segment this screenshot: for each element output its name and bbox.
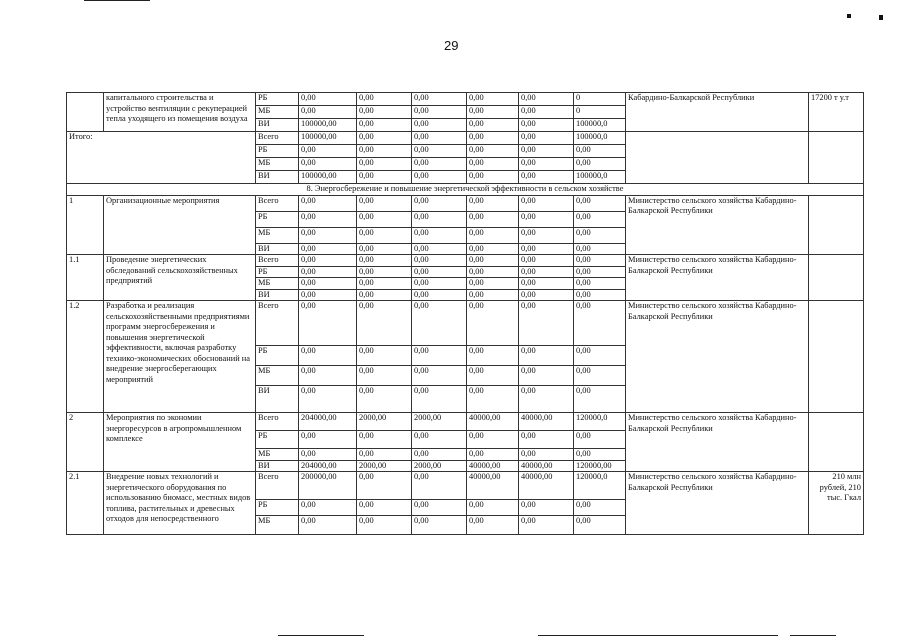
amount-cell: 0,00 — [357, 266, 412, 278]
executor: Министерство сельского хозяйства Кабардино-Балкарской Республики — [626, 195, 809, 255]
amount-cell: 0,00 — [574, 500, 626, 516]
program-table — [66, 92, 864, 535]
amount-cell: 40000,00 — [467, 413, 519, 431]
scan-mark — [879, 15, 883, 20]
funding-source: РБ — [256, 346, 299, 366]
funding-source: МБ — [256, 366, 299, 386]
amount-cell: 204000,00 — [299, 460, 357, 472]
amount-cell: 0,00 — [357, 195, 412, 211]
executor: Министерство сельского хозяйства Кабардино-Балкарской Республики — [626, 255, 809, 301]
amount-cell: 100000,00 — [299, 132, 357, 145]
amount-cell: 0,00 — [519, 255, 574, 267]
amount-cell: 0,00 — [357, 106, 412, 119]
amount-cell: 0,00 — [467, 106, 519, 119]
amount-cell: 0,00 — [412, 119, 467, 132]
amount-cell: 0,00 — [519, 227, 574, 243]
amount-cell: 200000,00 — [299, 472, 357, 500]
executor: Министерство сельского хозяйства Кабардино-Балкарской Республики — [626, 301, 809, 413]
amount-cell: 0,00 — [519, 449, 574, 461]
amount-cell: 0,00 — [519, 93, 574, 106]
amount-cell: 0,00 — [519, 289, 574, 301]
amount-cell: 0,00 — [357, 449, 412, 461]
amount-cell: 0,00 — [357, 145, 412, 158]
amount-cell: 0,00 — [467, 449, 519, 461]
amount-cell: 0,00 — [412, 255, 467, 267]
amount-cell: 2000,00 — [357, 460, 412, 472]
funding-source: ВИ — [256, 289, 299, 301]
funding-source: МБ — [256, 106, 299, 119]
amount-cell: 0,00 — [519, 366, 574, 386]
amount-cell: 0 — [574, 106, 626, 119]
amount-cell: 0,00 — [299, 93, 357, 106]
funding-source: МБ — [256, 158, 299, 171]
effect — [809, 413, 864, 472]
amount-cell: 0,00 — [412, 106, 467, 119]
effect — [809, 195, 864, 255]
amount-cell: 0,00 — [299, 346, 357, 366]
amount-cell: 0,00 — [519, 266, 574, 278]
amount-cell: 0,00 — [412, 158, 467, 171]
amount-cell: 0,00 — [412, 449, 467, 461]
funding-source: ВИ — [256, 243, 299, 255]
amount-cell: 0,00 — [299, 158, 357, 171]
amount-cell: 100000,00 — [299, 171, 357, 184]
amount-cell: 0,00 — [299, 211, 357, 227]
amount-cell: 0,00 — [357, 243, 412, 255]
amount-cell: 0,00 — [574, 145, 626, 158]
amount-cell: 0,00 — [412, 266, 467, 278]
amount-cell: 0,00 — [412, 289, 467, 301]
amount-cell: 0,00 — [519, 301, 574, 346]
amount-cell: 0,00 — [574, 158, 626, 171]
amount-cell: 0,00 — [357, 386, 412, 413]
amount-cell: 100000,0 — [574, 119, 626, 132]
amount-cell: 0,00 — [299, 386, 357, 413]
amount-cell: 0,00 — [467, 431, 519, 449]
funding-source: РБ — [256, 500, 299, 516]
amount-cell: 0,00 — [574, 386, 626, 413]
amount-cell: 0,00 — [357, 301, 412, 346]
funding-source: МБ — [256, 278, 299, 290]
amount-cell: 0,00 — [467, 158, 519, 171]
funding-source: МБ — [256, 516, 299, 535]
amount-cell: 0,00 — [519, 278, 574, 290]
funding-source: ВИ — [256, 119, 299, 132]
amount-cell: 0,00 — [519, 158, 574, 171]
funding-source: Всего — [256, 255, 299, 267]
amount-cell: 0,00 — [299, 243, 357, 255]
funding-source: ВИ — [256, 460, 299, 472]
amount-cell: 0,00 — [467, 516, 519, 535]
footer-line — [538, 635, 778, 636]
amount-cell: 0,00 — [299, 500, 357, 516]
amount-cell: 0,00 — [519, 243, 574, 255]
amount-cell: 0,00 — [357, 93, 412, 106]
amount-cell: 0,00 — [357, 472, 412, 500]
table-body — [67, 93, 864, 535]
amount-cell: 0,00 — [357, 119, 412, 132]
item-name: капитального строительства и устройство вентиляции с рекуперацией тепла уходящего из помещения воздуха — [104, 93, 256, 132]
amount-cell: 0,00 — [357, 366, 412, 386]
amount-cell: 204000,00 — [299, 413, 357, 431]
scan-mark — [847, 14, 851, 18]
table-row — [67, 255, 864, 267]
amount-cell: 0,00 — [467, 289, 519, 301]
table-row — [67, 132, 864, 145]
amount-cell: 0,00 — [299, 195, 357, 211]
amount-cell: 0,00 — [467, 145, 519, 158]
table-row — [67, 301, 864, 346]
amount-cell: 0,00 — [299, 145, 357, 158]
amount-cell: 40000,00 — [467, 460, 519, 472]
amount-cell: 40000,00 — [519, 413, 574, 431]
amount-cell: 0,00 — [574, 243, 626, 255]
amount-cell: 0,00 — [467, 132, 519, 145]
amount-cell: 0,00 — [574, 301, 626, 346]
amount-cell: 0,00 — [412, 211, 467, 227]
funding-source: Всего — [256, 132, 299, 145]
executor: Министерство сельского хозяйства Кабардино-Балкарской Республики — [626, 413, 809, 472]
table-row — [67, 195, 864, 211]
section-heading-row — [67, 184, 864, 196]
item-number — [67, 93, 104, 132]
amount-cell: 120000,00 — [574, 460, 626, 472]
amount-cell: 0,00 — [574, 211, 626, 227]
amount-cell: 0,00 — [519, 211, 574, 227]
funding-source: Всего — [256, 195, 299, 211]
amount-cell: 0,00 — [467, 227, 519, 243]
amount-cell: 0,00 — [467, 346, 519, 366]
amount-cell: 0,00 — [467, 500, 519, 516]
amount-cell: 0,00 — [519, 132, 574, 145]
funding-source: Всего — [256, 472, 299, 500]
amount-cell: 0,00 — [412, 516, 467, 535]
amount-cell: 0,00 — [299, 301, 357, 346]
amount-cell: 0,00 — [412, 386, 467, 413]
amount-cell: 0,00 — [574, 289, 626, 301]
effect — [809, 301, 864, 413]
funding-source: Всего — [256, 413, 299, 431]
amount-cell: 0,00 — [412, 278, 467, 290]
amount-cell: 0,00 — [519, 171, 574, 184]
amount-cell: 0,00 — [574, 266, 626, 278]
table-row — [67, 93, 864, 106]
amount-cell: 0,00 — [299, 516, 357, 535]
funding-source: РБ — [256, 93, 299, 106]
effect — [809, 255, 864, 301]
amount-cell: 0,00 — [357, 431, 412, 449]
amount-cell: 0,00 — [412, 132, 467, 145]
funding-source: ВИ — [256, 171, 299, 184]
amount-cell: 0,00 — [574, 255, 626, 267]
amount-cell: 0,00 — [574, 366, 626, 386]
amount-cell: 0,00 — [574, 346, 626, 366]
item-name: Организационные мероприятия — [104, 195, 256, 255]
funding-source: РБ — [256, 266, 299, 278]
amount-cell: 2000,00 — [357, 413, 412, 431]
amount-cell: 0,00 — [467, 93, 519, 106]
amount-cell: 0,00 — [519, 195, 574, 211]
amount-cell: 2000,00 — [412, 413, 467, 431]
amount-cell: 0,00 — [412, 346, 467, 366]
funding-source: ВИ — [256, 386, 299, 413]
executor: Министерство сельского хозяйства Кабардино-Балкарской Республики — [626, 472, 809, 535]
funding-source: РБ — [256, 145, 299, 158]
item-number: 1.2 — [67, 301, 104, 413]
amount-cell: 0,00 — [412, 366, 467, 386]
item-number: 1 — [67, 195, 104, 255]
item-name: Разработка и реализация сельскохозяйственными предприятиями программ энергосбережения и повышения энергетической эффективности, включая разработку технико-экономических обоснований на внедрение энергосберегающих мероприятий — [104, 301, 256, 413]
amount-cell: 0,00 — [299, 449, 357, 461]
amount-cell: 0,00 — [412, 243, 467, 255]
amount-cell: 0,00 — [467, 386, 519, 413]
effect: 17200 т у.т — [809, 93, 864, 132]
amount-cell: 0,00 — [299, 255, 357, 267]
amount-cell: 0,00 — [467, 255, 519, 267]
amount-cell: 0,00 — [357, 278, 412, 290]
amount-cell: 0,00 — [412, 227, 467, 243]
amount-cell: 0,00 — [519, 431, 574, 449]
amount-cell: 40000,00 — [519, 472, 574, 500]
amount-cell: 0,00 — [357, 255, 412, 267]
amount-cell: 0,00 — [412, 431, 467, 449]
amount-cell: 0,00 — [412, 145, 467, 158]
amount-cell: 0,00 — [574, 431, 626, 449]
amount-cell: 0,00 — [357, 346, 412, 366]
amount-cell: 0,00 — [412, 301, 467, 346]
amount-cell: 0,00 — [467, 278, 519, 290]
amount-cell: 0,00 — [519, 346, 574, 366]
section-heading: 8. Энергосбережение и повышение энергетической эффективности в сельском хозяйстве — [67, 184, 864, 196]
effect: 210 млн рублей, 210 тыс. Гкал — [809, 472, 864, 535]
funding-source: МБ — [256, 227, 299, 243]
amount-cell: 0,00 — [519, 106, 574, 119]
amount-cell: 0,00 — [299, 431, 357, 449]
amount-cell: 0,00 — [467, 366, 519, 386]
amount-cell: 0,00 — [357, 158, 412, 171]
amount-cell: 0,00 — [412, 500, 467, 516]
funding-source: Всего — [256, 301, 299, 346]
amount-cell: 0,00 — [299, 289, 357, 301]
amount-cell: 0,00 — [299, 278, 357, 290]
amount-cell: 0,00 — [467, 119, 519, 132]
amount-cell: 0,00 — [412, 195, 467, 211]
effect — [809, 132, 864, 184]
amount-cell: 0,00 — [467, 243, 519, 255]
footer-line — [278, 635, 364, 636]
page-number: 29 — [444, 38, 459, 53]
table-row — [67, 472, 864, 500]
amount-cell: 0,00 — [357, 227, 412, 243]
amount-cell: 0,00 — [519, 516, 574, 535]
item-number: 1.1 — [67, 255, 104, 301]
amount-cell: 0,00 — [357, 171, 412, 184]
amount-cell: 0,00 — [574, 449, 626, 461]
amount-cell: 0,00 — [519, 119, 574, 132]
item-name: Проведение энергетических обследований сельскохозяйственных предприятий — [104, 255, 256, 301]
funding-source: РБ — [256, 211, 299, 227]
amount-cell: 0,00 — [412, 472, 467, 500]
amount-cell: 0,00 — [357, 500, 412, 516]
amount-cell: 0,00 — [519, 500, 574, 516]
amount-cell: 0,00 — [467, 301, 519, 346]
amount-cell: 2000,00 — [412, 460, 467, 472]
amount-cell: 120000,0 — [574, 413, 626, 431]
amount-cell: 40000,00 — [467, 472, 519, 500]
item-number: 2.1 — [67, 472, 104, 535]
amount-cell: 0,00 — [574, 516, 626, 535]
amount-cell: 0,00 — [299, 106, 357, 119]
funding-source: РБ — [256, 431, 299, 449]
amount-cell: 0,00 — [357, 516, 412, 535]
funding-source: МБ — [256, 449, 299, 461]
amount-cell: 0,00 — [519, 386, 574, 413]
amount-cell: 0,00 — [412, 93, 467, 106]
amount-cell: 0,00 — [357, 132, 412, 145]
amount-cell: 100000,00 — [299, 119, 357, 132]
footer-line — [790, 635, 836, 636]
amount-cell: 0,00 — [519, 145, 574, 158]
amount-cell: 120000,0 — [574, 472, 626, 500]
table-row — [67, 413, 864, 431]
executor — [626, 132, 809, 184]
amount-cell: 0,00 — [467, 171, 519, 184]
amount-cell: 0,00 — [467, 266, 519, 278]
amount-cell: 100000,0 — [574, 132, 626, 145]
amount-cell: 0,00 — [357, 289, 412, 301]
item-name: Внедрение новых технологий и энергетического оборудования по использованию биомасс, местных видов топлива, растительных и древесных отходов для непосредственного — [104, 472, 256, 535]
amount-cell: 0,00 — [467, 195, 519, 211]
amount-cell: 0,00 — [574, 227, 626, 243]
total-label: Итого: — [67, 132, 256, 184]
amount-cell: 0,00 — [574, 278, 626, 290]
amount-cell: 0,00 — [299, 366, 357, 386]
executor: Кабардино-Балкарской Республики — [626, 93, 809, 132]
amount-cell: 100000,0 — [574, 171, 626, 184]
amount-cell: 0,00 — [299, 266, 357, 278]
amount-cell: 0,00 — [574, 195, 626, 211]
amount-cell: 0,00 — [357, 211, 412, 227]
amount-cell: 0,00 — [467, 211, 519, 227]
amount-cell: 0 — [574, 93, 626, 106]
item-name: Мероприятия по экономии энергоресурсов в агропромышленном комплексе — [104, 413, 256, 472]
amount-cell: 0,00 — [412, 171, 467, 184]
scan-line — [84, 0, 150, 1]
item-number: 2 — [67, 413, 104, 472]
amount-cell: 40000,00 — [519, 460, 574, 472]
amount-cell: 0,00 — [299, 227, 357, 243]
